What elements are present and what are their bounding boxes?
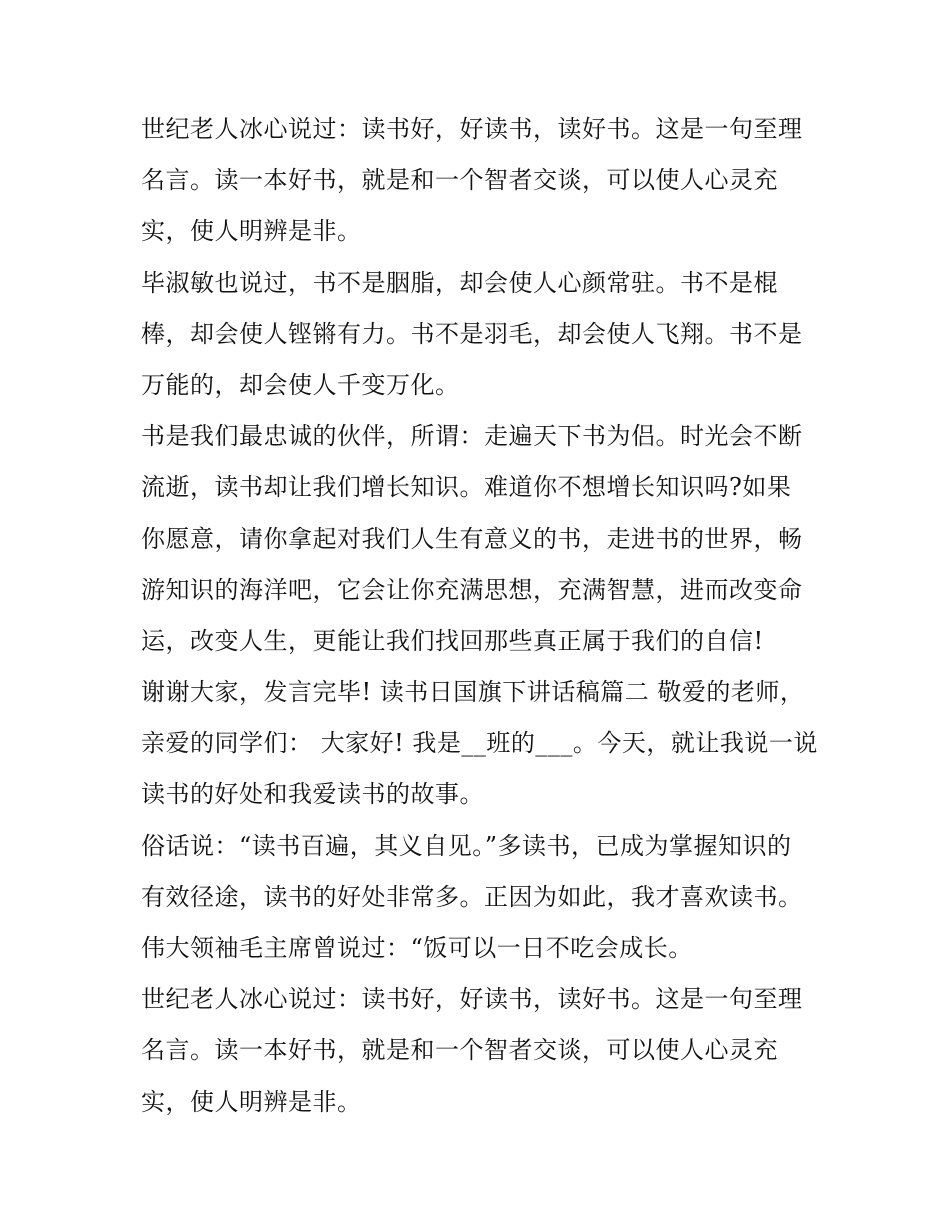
text-line: 世纪老人冰心说过：读书好，好读书，读好书。这是一句至理 — [141, 985, 803, 1014]
text-line: 实，使人明辨是非。 — [141, 1087, 362, 1116]
text-line: 有效径途，读书的好处非常多。正因为如此，我才喜欢读书。 — [141, 882, 803, 911]
text-line: 毕淑敏也说过，书不是胭脂，却会使人心颜常驻。书不是棍 — [141, 268, 778, 297]
text-line: 读书的好处和我爱读书的故事。 — [141, 780, 484, 809]
text-line: 运，改变人生，更能让我们找回那些真正属于我们的自信! — [141, 626, 764, 655]
text-line: 棒，却会使人铿锵有力。书不是羽毛，却会使人飞翔。书不是 — [141, 319, 803, 348]
text-line: 书是我们最忠诚的伙伴，所谓：走遍天下书为侣。时光会不断 — [141, 422, 803, 451]
text-line: 你愿意，请你拿起对我们人生有意义的书，走进书的世界，畅 — [141, 524, 803, 553]
text-line: 世纪老人冰心说过：读书好，好读书，读好书。这是一句至理 — [141, 115, 803, 143]
text-line: 实，使人明辨是非。 — [141, 217, 362, 246]
text-line: 万能的，却会使人千变万化。 — [141, 370, 460, 399]
text-line: 俗话说：“读书百遍，其义自见。”多读书，已成为掌握知识的 — [141, 831, 792, 860]
text-line: 流逝，读书却让我们增长知识。难道你不想增长知识吗?如果 — [141, 473, 792, 502]
text-line: 谢谢大家，发言完毕! 读书日国旗下讲话稿篇二 敬爱的老师， — [141, 678, 805, 707]
text-line: 亲爱的同学们： 大家好! 我是__班的___。今天，就让我说一说 — [141, 729, 818, 758]
text-line: 游知识的海洋吧，它会让你充满思想，充满智慧，进而改变命 — [141, 575, 803, 604]
text-line: 名言。读一本好书，就是和一个智者交谈，可以使人心灵充 — [141, 1036, 778, 1065]
document-body — [141, 104, 818, 1128]
text-line: 名言。读一本好书，就是和一个智者交谈，可以使人心灵充 — [141, 166, 778, 195]
text-line: 伟大领袖毛主席曾说过：“饭可以一日不吃会成长。 — [141, 934, 693, 962]
